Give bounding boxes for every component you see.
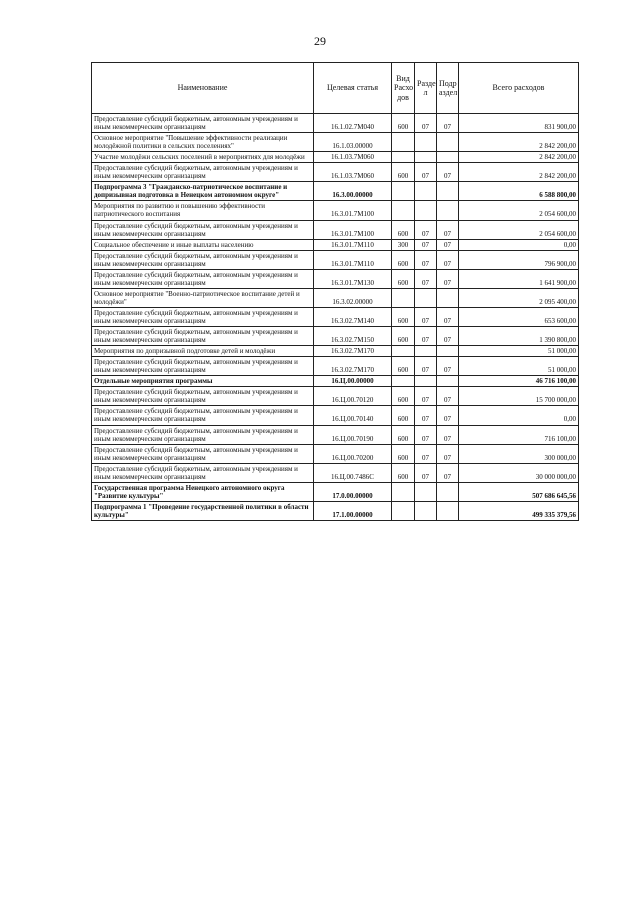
cell-code: 16.3.01.7M110 bbox=[314, 250, 392, 269]
cell-razdel bbox=[415, 201, 437, 220]
cell-razdel bbox=[415, 133, 437, 152]
table-row bbox=[92, 444, 579, 463]
cell-podrazdel: 07 bbox=[437, 425, 459, 444]
cell-total: 507 686 645,56 bbox=[459, 482, 579, 501]
cell-podrazdel: 07 bbox=[437, 114, 459, 133]
cell-podrazdel: 07 bbox=[437, 163, 459, 182]
cell-razdel bbox=[415, 346, 437, 357]
cell-podrazdel: 07 bbox=[437, 220, 459, 239]
cell-code: 16.3.00.00000 bbox=[314, 182, 392, 201]
cell-vid: 600 bbox=[392, 114, 415, 133]
header-code: Целевая статья bbox=[314, 63, 392, 114]
table-row bbox=[92, 482, 579, 501]
cell-name: Государственная программа Ненецкого автономного округа "Развитие культуры" bbox=[92, 482, 314, 501]
cell-vid bbox=[392, 482, 415, 501]
cell-name: Предоставление субсидий бюджетным, автономным учреждениям и иным некоммерческим организациям bbox=[92, 406, 314, 425]
table-row bbox=[92, 182, 579, 201]
table-header-row bbox=[92, 63, 579, 114]
cell-razdel: 07 bbox=[415, 444, 437, 463]
cell-razdel: 07 bbox=[415, 425, 437, 444]
table-row bbox=[92, 201, 579, 220]
cell-total: 51 000,00 bbox=[459, 346, 579, 357]
cell-razdel: 07 bbox=[415, 307, 437, 326]
cell-name: Предоставление субсидий бюджетным, автономным учреждениям и иным некоммерческим организациям bbox=[92, 327, 314, 346]
cell-code: 16.1.02.7M040 bbox=[314, 114, 392, 133]
cell-podrazdel: 07 bbox=[437, 250, 459, 269]
cell-razdel bbox=[415, 288, 437, 307]
cell-name: Предоставление субсидий бюджетным, автономным учреждениям и иным некоммерческим организациям bbox=[92, 269, 314, 288]
budget-table-wrapper bbox=[91, 62, 578, 521]
cell-total: 716 100,00 bbox=[459, 425, 579, 444]
cell-razdel: 07 bbox=[415, 220, 437, 239]
cell-razdel bbox=[415, 152, 437, 163]
cell-total: 6 588 800,00 bbox=[459, 182, 579, 201]
table-row bbox=[92, 406, 579, 425]
header-razdel: Разде л bbox=[415, 63, 437, 114]
cell-code: 16.3.01.7M110 bbox=[314, 239, 392, 250]
cell-podrazdel bbox=[437, 376, 459, 387]
cell-razdel: 07 bbox=[415, 163, 437, 182]
cell-total: 300 000,00 bbox=[459, 444, 579, 463]
cell-podrazdel: 07 bbox=[437, 357, 459, 376]
cell-code: 16.3.02.7M140 bbox=[314, 307, 392, 326]
cell-vid bbox=[392, 201, 415, 220]
budget-table bbox=[91, 62, 579, 521]
cell-total: 0,00 bbox=[459, 239, 579, 250]
cell-total: 499 335 379,56 bbox=[459, 501, 579, 520]
cell-razdel: 07 bbox=[415, 357, 437, 376]
cell-razdel bbox=[415, 501, 437, 520]
table-row bbox=[92, 463, 579, 482]
cell-name: Предоставление субсидий бюджетным, автономным учреждениям и иным некоммерческим организациям bbox=[92, 114, 314, 133]
table-row bbox=[92, 269, 579, 288]
cell-podrazdel bbox=[437, 133, 459, 152]
cell-name: Участие молодёжи сельских поселений в мероприятиях для молодёжи bbox=[92, 152, 314, 163]
cell-podrazdel: 07 bbox=[437, 406, 459, 425]
cell-code: 16.Ц.00.70190 bbox=[314, 425, 392, 444]
cell-podrazdel: 07 bbox=[437, 444, 459, 463]
table-row bbox=[92, 250, 579, 269]
table-row bbox=[92, 152, 579, 163]
cell-vid: 600 bbox=[392, 327, 415, 346]
cell-total: 30 000 000,00 bbox=[459, 463, 579, 482]
cell-code: 16.3.02.7M170 bbox=[314, 346, 392, 357]
cell-razdel bbox=[415, 376, 437, 387]
cell-vid bbox=[392, 182, 415, 201]
cell-code: 16.3.01.7M100 bbox=[314, 220, 392, 239]
header-podrazdel: Подр аздел bbox=[437, 63, 459, 114]
cell-podrazdel: 07 bbox=[437, 307, 459, 326]
cell-vid: 600 bbox=[392, 444, 415, 463]
cell-podrazdel: 07 bbox=[437, 269, 459, 288]
cell-podrazdel: 07 bbox=[437, 387, 459, 406]
header-vid: Вид Расхо дов bbox=[392, 63, 415, 114]
cell-vid bbox=[392, 376, 415, 387]
cell-total: 2 095 400,00 bbox=[459, 288, 579, 307]
cell-total: 2 842 200,00 bbox=[459, 163, 579, 182]
cell-name: Предоставление субсидий бюджетным, автономным учреждениям и иным некоммерческим организациям bbox=[92, 220, 314, 239]
cell-podrazdel: 07 bbox=[437, 239, 459, 250]
cell-razdel: 07 bbox=[415, 406, 437, 425]
cell-podrazdel bbox=[437, 482, 459, 501]
cell-name: Отдельные мероприятия программы bbox=[92, 376, 314, 387]
cell-code: 16.1.03.7M060 bbox=[314, 152, 392, 163]
cell-name: Предоставление субсидий бюджетным, автономным учреждениям и иным некоммерческим организациям bbox=[92, 250, 314, 269]
cell-vid: 600 bbox=[392, 220, 415, 239]
cell-code: 16.Ц.00.7486С bbox=[314, 463, 392, 482]
cell-podrazdel: 07 bbox=[437, 327, 459, 346]
cell-razdel bbox=[415, 182, 437, 201]
cell-podrazdel bbox=[437, 501, 459, 520]
cell-razdel: 07 bbox=[415, 463, 437, 482]
cell-code: 16.Ц.00.70140 bbox=[314, 406, 392, 425]
cell-total: 2 054 600,00 bbox=[459, 220, 579, 239]
cell-razdel: 07 bbox=[415, 250, 437, 269]
cell-total: 831 900,00 bbox=[459, 114, 579, 133]
cell-vid: 600 bbox=[392, 425, 415, 444]
cell-razdel: 07 bbox=[415, 114, 437, 133]
table-row bbox=[92, 239, 579, 250]
cell-code: 16.1.03.7M060 bbox=[314, 163, 392, 182]
cell-vid: 600 bbox=[392, 250, 415, 269]
cell-razdel: 07 bbox=[415, 239, 437, 250]
cell-total: 2 054 600,00 bbox=[459, 201, 579, 220]
cell-vid: 600 bbox=[392, 406, 415, 425]
cell-razdel: 07 bbox=[415, 387, 437, 406]
table-row bbox=[92, 288, 579, 307]
header-total: Всего расходов bbox=[459, 63, 579, 114]
cell-name: Предоставление субсидий бюджетным, автономным учреждениям и иным некоммерческим организациям bbox=[92, 163, 314, 182]
cell-vid: 600 bbox=[392, 387, 415, 406]
cell-name: Предоставление субсидий бюджетным, автономным учреждениям и иным некоммерческим организациям bbox=[92, 444, 314, 463]
cell-razdel: 07 bbox=[415, 327, 437, 346]
cell-total: 2 842 200,00 bbox=[459, 152, 579, 163]
cell-podrazdel bbox=[437, 346, 459, 357]
table-row bbox=[92, 220, 579, 239]
cell-vid bbox=[392, 288, 415, 307]
cell-name: Основное мероприятие "Повышение эффективности реализации молодёжной политики в сельских поселениях" bbox=[92, 133, 314, 152]
cell-code: 16.Ц.00.70200 bbox=[314, 444, 392, 463]
cell-vid: 600 bbox=[392, 357, 415, 376]
table-row bbox=[92, 163, 579, 182]
cell-code: 16.3.01.7M100 bbox=[314, 201, 392, 220]
cell-vid: 600 bbox=[392, 269, 415, 288]
cell-podrazdel: 07 bbox=[437, 463, 459, 482]
cell-vid: 600 bbox=[392, 307, 415, 326]
table-row bbox=[92, 357, 579, 376]
cell-vid bbox=[392, 133, 415, 152]
cell-total: 51 000,00 bbox=[459, 357, 579, 376]
cell-vid bbox=[392, 152, 415, 163]
table-row bbox=[92, 346, 579, 357]
cell-code: 16.3.02.7M150 bbox=[314, 327, 392, 346]
cell-total: 46 716 100,00 bbox=[459, 376, 579, 387]
cell-podrazdel bbox=[437, 288, 459, 307]
cell-code: 16.Ц.00.00000 bbox=[314, 376, 392, 387]
table-row bbox=[92, 327, 579, 346]
cell-name: Предоставление субсидий бюджетным, автономным учреждениям и иным некоммерческим организациям bbox=[92, 307, 314, 326]
cell-podrazdel bbox=[437, 182, 459, 201]
table-row bbox=[92, 501, 579, 520]
cell-total: 653 600,00 bbox=[459, 307, 579, 326]
cell-podrazdel bbox=[437, 201, 459, 220]
page-number: 29 bbox=[314, 34, 326, 48]
cell-razdel: 07 bbox=[415, 269, 437, 288]
cell-name: Подпрограмма 3 "Гражданско-патриотическое воспитание и допризывная подготовка в Ненецком автономном округе" bbox=[92, 182, 314, 201]
cell-total: 1 390 800,00 bbox=[459, 327, 579, 346]
table-row bbox=[92, 425, 579, 444]
table-row bbox=[92, 114, 579, 133]
cell-name: Предоставление субсидий бюджетным, автономным учреждениям и иным некоммерческим организациям bbox=[92, 357, 314, 376]
cell-name: Основное мероприятие "Военно-патриотическое воспитание детей и молодёжи" bbox=[92, 288, 314, 307]
cell-code: 16.3.02.7M170 bbox=[314, 357, 392, 376]
table-row bbox=[92, 133, 579, 152]
cell-total: 1 641 900,00 bbox=[459, 269, 579, 288]
cell-name: Социальное обеспечение и иные выплаты населению bbox=[92, 239, 314, 250]
cell-name: Предоставление субсидий бюджетным, автономным учреждениям и иным некоммерческим организациям bbox=[92, 425, 314, 444]
cell-name: Мероприятия по развитию и повышению эффективности патриотического воспитания bbox=[92, 201, 314, 220]
table-body bbox=[92, 114, 579, 521]
cell-total: 2 842 200,00 bbox=[459, 133, 579, 152]
cell-vid: 600 bbox=[392, 163, 415, 182]
table-row bbox=[92, 376, 579, 387]
cell-vid bbox=[392, 346, 415, 357]
cell-vid: 300 bbox=[392, 239, 415, 250]
cell-code: 16.3.01.7M130 bbox=[314, 269, 392, 288]
cell-code: 16.1.03.00000 bbox=[314, 133, 392, 152]
cell-code: 17.0.00.00000 bbox=[314, 482, 392, 501]
cell-name: Предоставление субсидий бюджетным, автономным учреждениям и иным некоммерческим организациям bbox=[92, 463, 314, 482]
cell-total: 15 700 000,00 bbox=[459, 387, 579, 406]
cell-vid: 600 bbox=[392, 463, 415, 482]
cell-total: 796 900,00 bbox=[459, 250, 579, 269]
cell-code: 16.Ц.00.70120 bbox=[314, 387, 392, 406]
table-row bbox=[92, 307, 579, 326]
cell-vid bbox=[392, 501, 415, 520]
header-name: Наименование bbox=[92, 63, 314, 114]
cell-code: 16.3.02.00000 bbox=[314, 288, 392, 307]
cell-razdel bbox=[415, 482, 437, 501]
cell-podrazdel bbox=[437, 152, 459, 163]
table-row bbox=[92, 387, 579, 406]
cell-name: Подпрограмма 1 "Проведение государственной политики в области культуры" bbox=[92, 501, 314, 520]
cell-code: 17.1.00.00000 bbox=[314, 501, 392, 520]
cell-name: Мероприятия по допризывной подготовке детей и молодёжи bbox=[92, 346, 314, 357]
cell-name: Предоставление субсидий бюджетным, автономным учреждениям и иным некоммерческим организациям bbox=[92, 387, 314, 406]
cell-total: 0,00 bbox=[459, 406, 579, 425]
